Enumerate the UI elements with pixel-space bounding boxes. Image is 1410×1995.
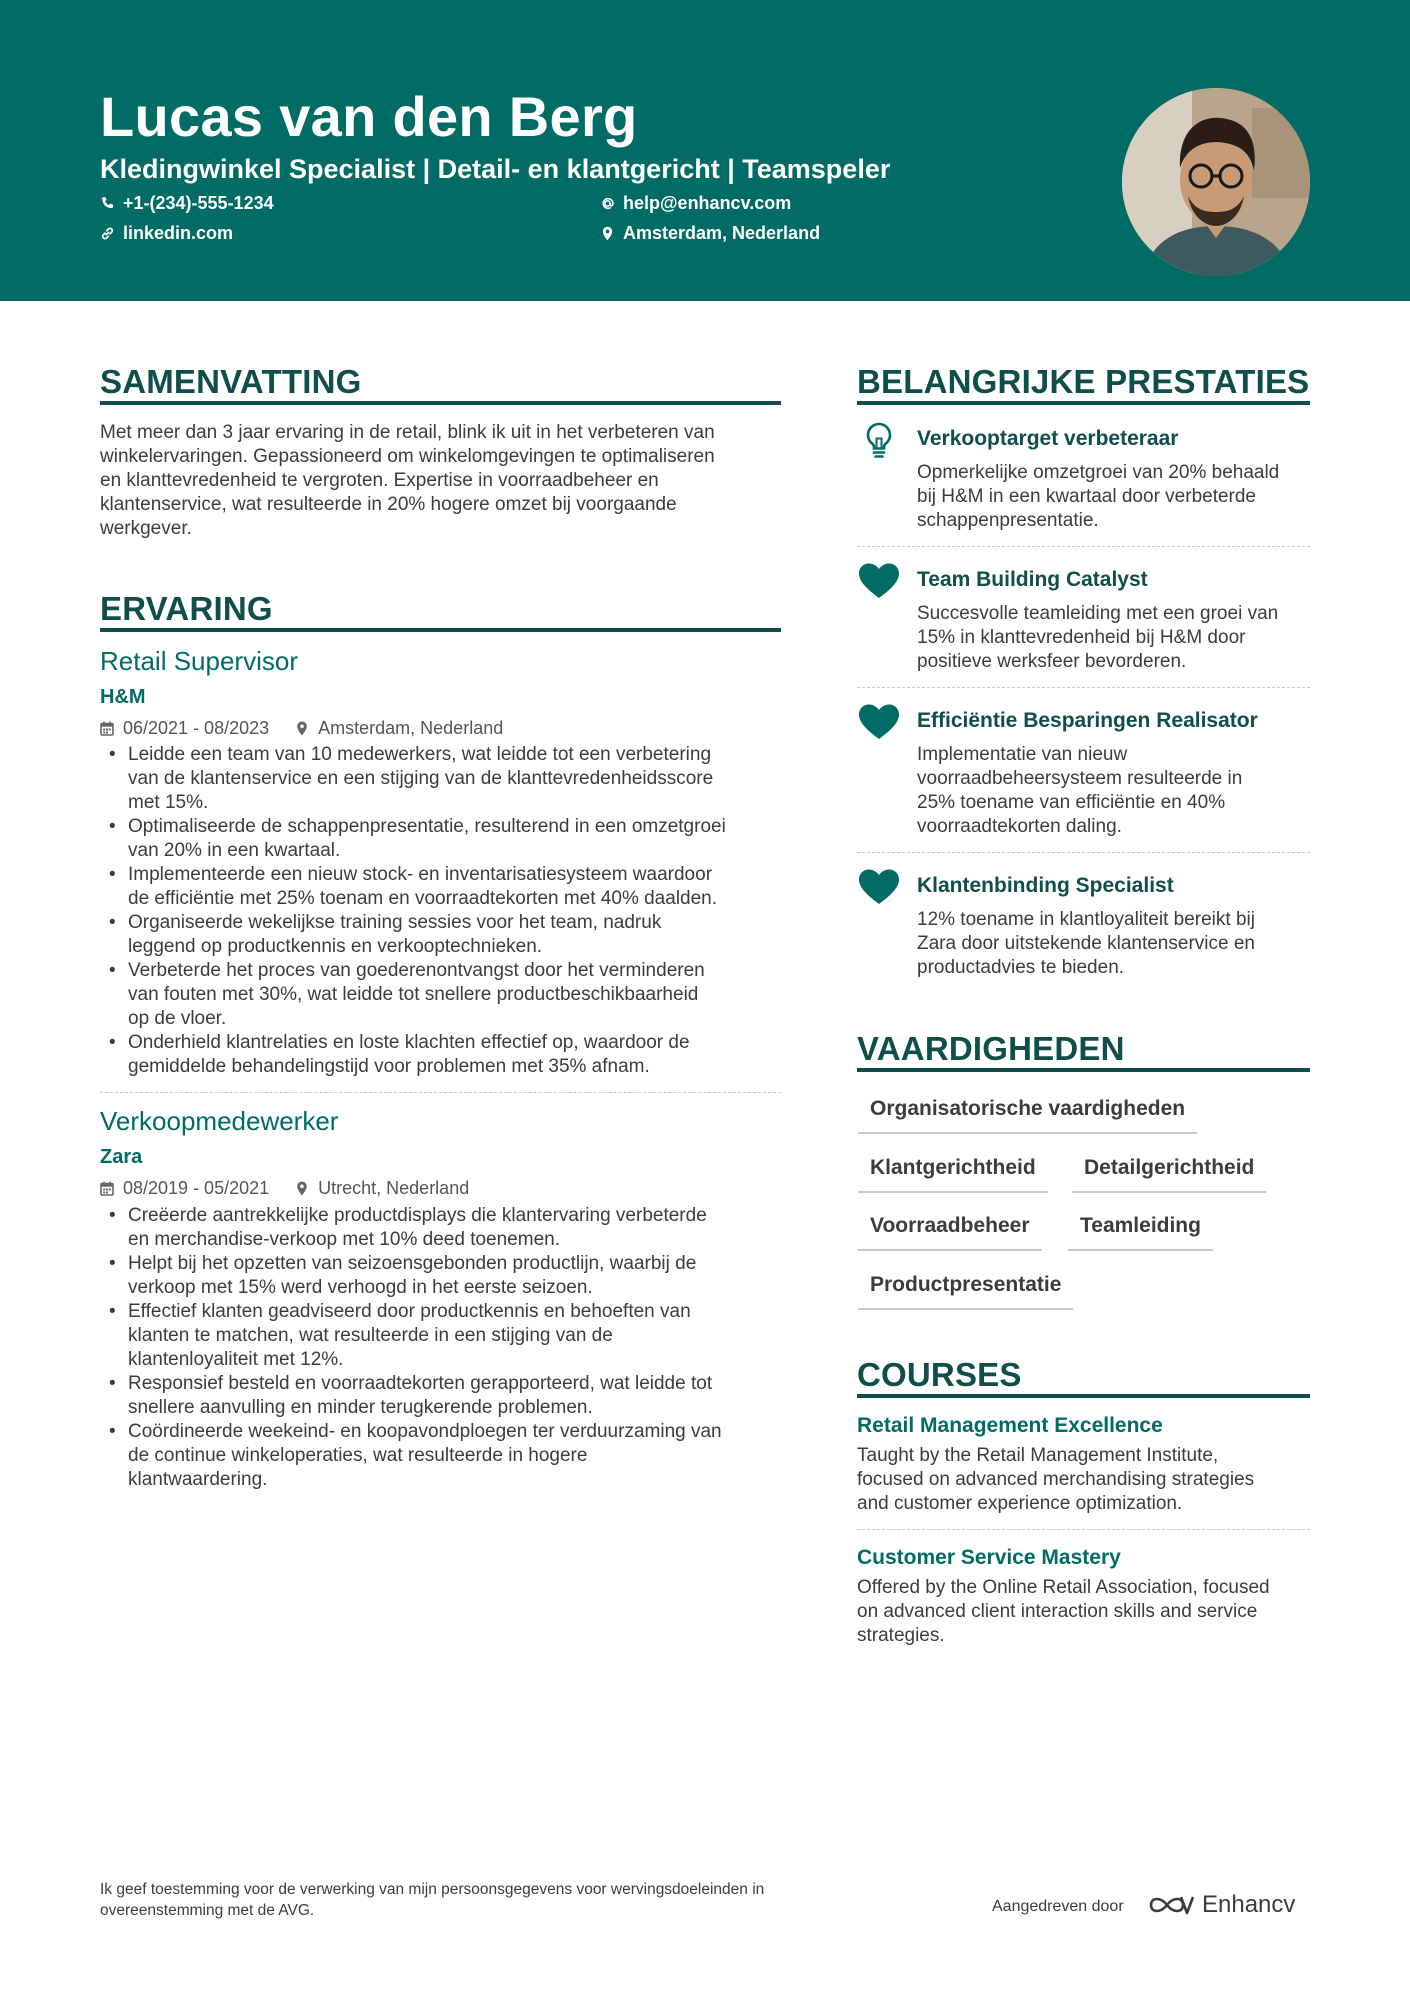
skill-tag: Organisatorische vaardigheden xyxy=(858,1096,1197,1134)
job-dates: 06/2021 - 08/2023 xyxy=(100,716,269,740)
skill-tag: Voorraadbeheer xyxy=(858,1213,1042,1251)
heart-icon xyxy=(858,868,900,908)
contact-email[interactable] xyxy=(600,191,791,215)
enhancv-logo-icon xyxy=(1148,1892,1194,1918)
profile-photo xyxy=(1122,88,1310,276)
course-title: Customer Service Mastery xyxy=(857,1546,1121,1569)
list-item: • Coördineerde weekeind- en koopavondploegen ter verduurzaming van de continue winkeloperaties, wat resulteerde in hogere klantwaardering. xyxy=(100,1420,785,1492)
brand-name: Enhancv xyxy=(1202,1891,1296,1918)
achievements-heading: BELANGRIJKE PRESTATIES xyxy=(857,363,1310,400)
divider xyxy=(857,546,1310,547)
list-item: • Organiseerde wekelijkse training sessies voor het team, nadruk leggend op productkennis en verkooptechnieken. xyxy=(100,911,785,959)
contact-phone[interactable] xyxy=(100,191,274,215)
achievement-description: 12% toename in klantloyaliteit bereikt bij Zara door uitstekende klantenservice en productadvies te bieden. xyxy=(917,909,1255,978)
location-text: Amsterdam, Nederland xyxy=(623,223,821,243)
achievement-description: Succesvolle teamleiding met een groei van 15% in klanttevredenheid bij H&M door positieve werksfeer bevorderen. xyxy=(917,603,1279,672)
candidate-tagline: Kledingwinkel Specialist | Detail- en klantgericht | Teamspeler xyxy=(100,154,891,184)
course-description: Offered by the Online Retail Association, focused on advanced client interaction skills and service strategies. xyxy=(857,1577,1270,1646)
summary-heading: SAMENVATTING xyxy=(100,363,362,400)
job-location: Amsterdam, Nederland xyxy=(295,716,503,740)
job-meta xyxy=(100,1176,495,1200)
divider xyxy=(857,852,1310,853)
heart-icon xyxy=(858,562,900,602)
list-item: • Verbeterde het proces van goederenontvangst door het verminderen van fouten met 30%, wat leidde tot snellere productbeschikbaarheid op de vloer. xyxy=(100,959,785,1031)
at-icon xyxy=(600,196,615,211)
achievement-title: Team Building Catalyst xyxy=(917,568,1148,591)
lightbulb-icon xyxy=(858,420,900,460)
job-bullets xyxy=(100,743,785,1079)
skill-tag: Productpresentatie xyxy=(858,1272,1073,1310)
divider xyxy=(857,687,1310,688)
list-item: • Responsief besteld en voorraadtekorten gerapporteerd, wat leidde tot snellere aanvulling en minder terugkerende problemen. xyxy=(100,1372,785,1420)
list-item: • Onderhield klantrelaties en loste klachten effectief op, waardoor de gemiddelde behandelingstijd voor problemen met 35% afnam. xyxy=(100,1031,785,1079)
achievement-description: Implementatie van nieuw voorraadbeheersysteem resulteerde in 25% toename van efficiëntie en 40% voorraadtekorten daling. xyxy=(917,744,1243,837)
candidate-name: Lucas van den Berg xyxy=(100,85,638,148)
list-item: • Implementeerde een nieuw stock- en inventarisatiesysteem waardoor de efficiëntie met 25% toenam en voorraadtekorten met 40% daalden. xyxy=(100,863,785,911)
location-pin-icon xyxy=(295,721,309,736)
calendar-icon xyxy=(100,721,114,736)
powered-by-label: Aangedreven door xyxy=(992,1898,1124,1915)
email-text: help@enhancv.com xyxy=(623,193,792,213)
divider xyxy=(100,1092,781,1093)
enhancv-logo[interactable] xyxy=(1148,1890,1295,1920)
job-dates: 08/2019 - 05/2021 xyxy=(100,1176,269,1200)
achievement-description: Opmerkelijke omzetgroei van 20% behaald bij H&M in een kwartaal door verbeterde schappenpresentatie. xyxy=(917,462,1280,531)
achievement-title: Klantenbinding Specialist xyxy=(917,874,1174,897)
contact-linkedin[interactable] xyxy=(100,221,233,245)
contact-location xyxy=(600,221,820,245)
achievement-title: Efficiëntie Besparingen Realisator xyxy=(917,709,1258,732)
skill-tag: Klantgerichtheid xyxy=(858,1155,1048,1193)
course-description: Taught by the Retail Management Institute, focused on advanced merchandising strategies and customer experience optimization. xyxy=(857,1445,1255,1514)
location-pin-icon xyxy=(295,1181,309,1196)
location-pin-icon xyxy=(600,226,615,241)
list-item: • Optimaliseerde de schappenpresentatie, resulterend in een omzetgroei van 20% in een kwartaal. xyxy=(100,815,785,863)
phone-icon xyxy=(100,196,115,211)
link-icon xyxy=(100,226,115,241)
achievements-rule xyxy=(857,401,1310,405)
heart-icon xyxy=(858,703,900,743)
job-bullets xyxy=(100,1204,785,1492)
job-company: Zara xyxy=(100,1146,143,1168)
courses-heading: COURSES xyxy=(857,1356,1022,1393)
experience-rule xyxy=(100,628,781,632)
skill-tag: Detailgerichtheid xyxy=(1072,1155,1266,1193)
job-location: Utrecht, Nederland xyxy=(295,1176,469,1200)
divider xyxy=(857,1529,1310,1530)
consent-note: Ik geef toestemming voor de verwerking van mijn persoonsgegevens voor wervingsdoeleinden in overeenstemming met de AVG. xyxy=(100,1881,765,1919)
phone-text: +1-(234)-555-1234 xyxy=(123,193,274,213)
job-title: Retail Supervisor xyxy=(100,646,298,676)
job-company: H&M xyxy=(100,686,146,708)
job-title: Verkoopmedewerker xyxy=(100,1106,339,1136)
job-meta xyxy=(100,716,529,740)
list-item: • Leidde een team van 10 medewerkers, wat leidde tot een verbetering van de klantenservice en een stijging van de klanttevredenheidsscore met 15%. xyxy=(100,743,785,815)
summary-text: Met meer dan 3 jaar ervaring in de retail, blink ik uit in het verbeteren van winkelervaringen. Gepassioneerd om winkelomgevingen te optimaliseren en klanttevredenheid te vergroten. Expertise in voorraadbeheer en klantenservice, wat resulteerde in 20% hogere omzet bij voorgaande werkgever. xyxy=(100,422,715,539)
list-item: • Helpt bij het opzetten van seizoensgebonden productlijn, waarbij de verkoop met 15% werd verhoogd in het eerste seizoen. xyxy=(100,1252,785,1300)
skills-heading: VAARDIGHEDEN xyxy=(857,1030,1125,1067)
calendar-icon xyxy=(100,1181,114,1196)
linkedin-text: linkedin.com xyxy=(123,223,234,243)
achievement-title: Verkooptarget verbeteraar xyxy=(917,427,1179,450)
list-item: • Creëerde aantrekkelijke productdisplays die klantervaring verbeterde en merchandise-verkoop met 10% deed toenemen. xyxy=(100,1204,785,1252)
summary-rule xyxy=(100,401,781,405)
list-item: • Effectief klanten geadviseerd door productkennis en behoeften van klanten te matchen, wat resulteerde in een stijging van de klantenloyaliteit met 12%. xyxy=(100,1300,785,1372)
skills-rule xyxy=(857,1068,1310,1072)
resume-header xyxy=(0,0,1410,301)
course-title: Retail Management Excellence xyxy=(857,1414,1163,1437)
skill-tag: Teamleiding xyxy=(1068,1213,1213,1251)
experience-heading: ERVARING xyxy=(100,590,273,627)
courses-rule xyxy=(857,1394,1310,1398)
